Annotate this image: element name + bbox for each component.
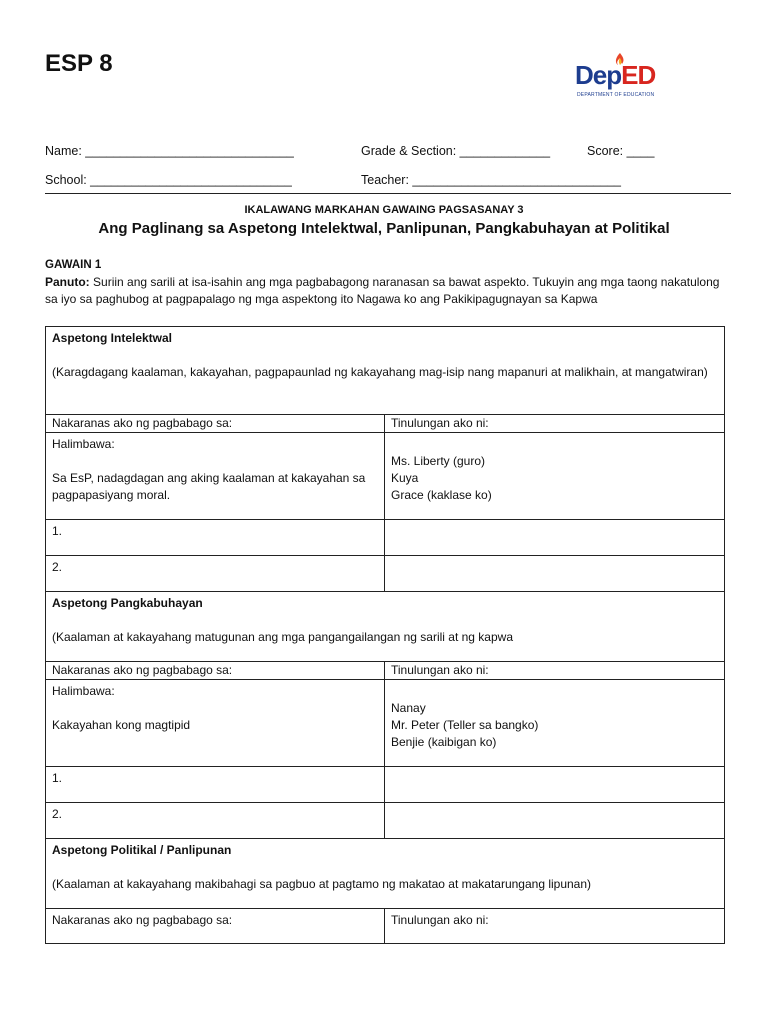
section-header — [46, 839, 725, 909]
answer-cell-right[interactable] — [385, 520, 725, 556]
column-headers — [46, 415, 725, 433]
helper-item: Grace (kaklase ko) — [391, 488, 492, 502]
answer-cell-left[interactable]: 2. — [46, 803, 385, 839]
answer-cell-right[interactable] — [385, 803, 725, 839]
helper-item: Nanay — [391, 701, 426, 715]
example-row — [46, 433, 725, 520]
section-title: Aspetong Intelektwal — [52, 331, 173, 345]
column-headers — [46, 662, 725, 680]
example-label: Halimbawa: — [52, 684, 115, 698]
answer-row-1 — [46, 520, 725, 556]
answer-row-2 — [46, 556, 725, 592]
col-header-right: Tinulungan ako ni: — [385, 415, 725, 433]
school-field[interactable]: School: _____________________________ — [45, 173, 292, 187]
deped-logo: DepED DEPARTMENT OF EDUCATION — [575, 52, 671, 102]
example-row — [46, 680, 725, 767]
teacher-field[interactable]: Teacher: ______________________________ — [361, 173, 621, 187]
section-description: (Kaalaman at kakayahang matugunan ang mga pangangailangan ng sarili at ng kapwa — [52, 630, 513, 644]
activity-label: GAWAIN 1 — [45, 259, 102, 271]
instructions-text: Suriin ang sarili at isa-isahin ang mga pagbabagong naranasan sa bawat aspekto. Tukuyin ang mga taong nakatulong sa iyo sa paghubog at pagpapalago ng mga aspektong ito Nagawa ko ang Pakikipagugnayan sa Kapwa — [45, 275, 720, 306]
helper-item: Ms. Liberty (guro) — [391, 454, 486, 468]
answer-cell-left[interactable]: 1. — [46, 520, 385, 556]
col-header-right: Tinulungan ako ni: — [385, 662, 725, 680]
main-title: Ang Paglinang sa Aspetong Intelektwal, Panlipunan, Pangkabuhayan at Politikal — [98, 220, 670, 237]
helper-item: Mr. Peter (Teller sa bangko) — [391, 718, 539, 732]
quarter-title: IKALAWANG MARKAHAN GAWAING PAGSASANAY 3 — [244, 204, 524, 216]
section-title: Aspetong Pangkabuhayan — [52, 596, 203, 610]
section-header — [46, 327, 725, 415]
score-field[interactable]: Score: ____ — [587, 144, 655, 158]
grade-section-field[interactable]: Grade & Section: _____________ — [361, 144, 551, 158]
answer-cell-left[interactable]: 2. — [46, 556, 385, 592]
instructions-label: Panuto: — [45, 275, 90, 289]
section-description: (Karagdagang kaalaman, kakayahan, pagpapaunlad ng kakayahang mag-isip nang mapanuri at malikhain, at mangatwiran) — [52, 365, 708, 379]
subject-title: ESP 8 — [45, 50, 113, 77]
helper-item: Kuya — [391, 471, 419, 485]
col-header-left: Nakaranas ako ng pagbabago sa: — [46, 662, 385, 680]
col-header-right: Tinulungan ako ni: — [385, 909, 725, 944]
col-header-left: Nakaranas ako ng pagbabago sa: — [46, 909, 385, 944]
instructions — [45, 274, 735, 308]
section-description: (Kaalaman at kakayahang makibahagi sa pagbuo at pagtamo ng makatao at makatarungang lipunan) — [52, 877, 592, 891]
activity-table — [45, 326, 725, 944]
answer-cell-right[interactable] — [385, 767, 725, 803]
name-field[interactable]: Name: ______________________________ — [45, 144, 294, 158]
example-text: Sa EsP, nadagdagan ang aking kaalaman at kakayahan sa pagpapasiyang moral. — [52, 471, 366, 502]
helper-item: Benjie (kaibigan ko) — [391, 735, 497, 749]
example-text: Kakayahan kong magtipid — [52, 718, 191, 732]
section-title: Aspetong Politikal / Panlipunan — [52, 843, 232, 857]
header-divider — [45, 193, 731, 194]
section-header — [46, 592, 725, 662]
column-headers — [46, 909, 725, 944]
answer-cell-left[interactable]: 1. — [46, 767, 385, 803]
col-header-left: Nakaranas ako ng pagbabago sa: — [46, 415, 385, 433]
answer-row-1 — [46, 767, 725, 803]
example-label: Halimbawa: — [52, 437, 115, 451]
answer-cell-right[interactable] — [385, 556, 725, 592]
answer-row-2 — [46, 803, 725, 839]
